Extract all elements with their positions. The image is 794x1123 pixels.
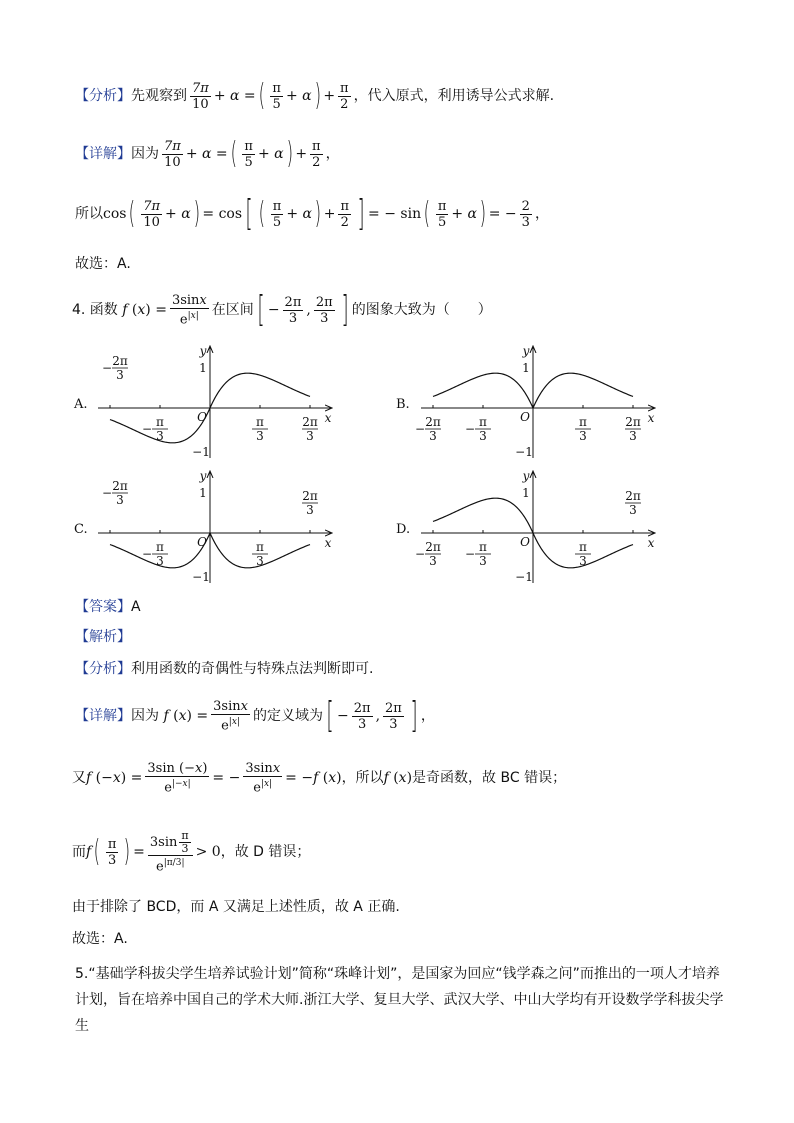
svg-text:−: − (141, 422, 153, 436)
analysis-prefix: 先观察到 (131, 88, 187, 104)
x-axis-label: x (647, 536, 655, 550)
svg-text:3: 3 (479, 429, 487, 443)
detail-tag: 【详解】 (75, 146, 131, 162)
q4-positive-line: 而 f ( $\frac{\pi}{3}$ ) = 3sin $\frac{\pi}{3}$ $e^{|\pi/3|}$ > 0 ，故 D 错误； (72, 828, 311, 875)
y-axis-label: y (522, 344, 530, 358)
svg-text:−: − (414, 422, 426, 436)
tick-label-neg-2pi-3 (102, 479, 128, 507)
q4-answer: 【答案】 A (75, 599, 141, 615)
option-b-label[interactable]: B. (396, 397, 410, 412)
svg-text:π: π (256, 415, 264, 429)
tick-label-neg-2pi-3 (415, 540, 441, 568)
q3-so-line: 所以 cos ( $\frac{7\pi}{10}$ + α ) = cos [ ( $\frac{\pi}{5}$ + α ) + $\frac{\pi}{2}$ ] = − sin ( $\frac{\pi}{5}$ + α ) = − $\frac{2}{3}$ ， (75, 193, 549, 234)
svg-text:−: − (414, 547, 426, 561)
tick-label-2pi-3 (625, 489, 641, 517)
svg-text:π: π (256, 540, 264, 554)
q4-analysis: 【分析】 利用函数的奇偶性与特殊点法判断即可. (75, 661, 374, 677)
tick-label-one: 1 (522, 486, 530, 500)
q3-analysis-line: 【分析】 先观察到 $\frac{7\pi}{10}$ + α = ( $\frac{\pi}{5}$ + α ) + $\frac{\pi}{2}$ ，代入原式，利用诱导公式求解. (75, 78, 555, 113)
graph-a (98, 344, 332, 459)
origin-label: O (197, 535, 207, 549)
tick-label-one: 1 (199, 361, 207, 375)
svg-text:−: − (464, 547, 476, 561)
svg-text:3: 3 (156, 429, 164, 443)
frac-pi-2: $\frac{\pi}{2}$ (340, 80, 349, 112)
tick-label-neg-pi-3 (465, 415, 491, 443)
x-axis-label: x (324, 536, 332, 550)
q3-choice: 故选：A. (75, 256, 131, 272)
tick-label-2pi-3 (302, 415, 318, 443)
svg-text:2π: 2π (112, 354, 128, 368)
tick-label-neg-2pi-3 (102, 354, 128, 382)
svg-text:3: 3 (579, 429, 587, 443)
tick-label-2pi-3 (625, 415, 641, 443)
svg-text:2π: 2π (425, 540, 441, 554)
q5-stem: 5.“基础学科拔尖学生培养试验计划”简称“珠峰计划”，是国家为回应“钱学森之问”而推出的一项人才培养计划，旨在培养中国自己的学术大师.浙江大学、复旦大学、武汉大学、中山大学均有开设数学学科拔尖学生 (75, 966, 724, 1034)
svg-text:3: 3 (306, 429, 314, 443)
svg-text:π: π (579, 415, 587, 429)
tick-label-pi-3 (575, 415, 591, 443)
tick-label-2pi-3 (302, 489, 318, 517)
svg-text:−: − (141, 547, 153, 561)
tick-label-neg-2pi-3 (415, 415, 441, 443)
origin-label: O (197, 410, 207, 424)
svg-text:3: 3 (116, 493, 124, 507)
tick-label-one: 1 (522, 361, 530, 375)
origin-label: O (520, 410, 530, 424)
origin-label: O (520, 535, 530, 549)
x-axis-label: x (647, 411, 655, 425)
y-axis-label: y (522, 469, 530, 483)
y-axis-label: y (199, 344, 207, 358)
graph-b (415, 344, 655, 459)
detail-prefix: 因为 (131, 146, 159, 162)
svg-text:2π: 2π (625, 415, 641, 429)
svg-text:3: 3 (116, 368, 124, 382)
svg-text:3: 3 (156, 554, 164, 568)
svg-text:3: 3 (629, 429, 637, 443)
svg-text:3: 3 (429, 554, 437, 568)
svg-text:π: π (479, 415, 487, 429)
tick-label-one: 1 (199, 486, 207, 500)
svg-text:3: 3 (479, 554, 487, 568)
svg-text:3: 3 (579, 554, 587, 568)
graph-d (415, 469, 655, 584)
svg-text:2π: 2π (112, 479, 128, 493)
svg-text:π: π (156, 415, 164, 429)
svg-text:2π: 2π (302, 415, 318, 429)
q3-detail-line: 【详解】 因为 $\frac{7\pi}{10}$ + α = ( $\frac{\pi}{5}$ + α ) + $\frac{\pi}{2}$ ， (75, 136, 340, 171)
svg-text:−: − (464, 422, 476, 436)
tick-label-neg-one: −1 (515, 445, 533, 459)
svg-text:π: π (579, 540, 587, 554)
svg-text:2π: 2π (425, 415, 441, 429)
x-axis-label: x (324, 411, 332, 425)
svg-text:−: − (101, 361, 113, 375)
graph-c (98, 469, 332, 584)
q4-odd-line: 又 f (−x) = $\frac{3\sin (-x)}{e^{|-x|}}$ = − $\frac{3\sin x}{e^{|x|}}$ = −f (x) ，所以 f (x) 是奇函数，故 BC 错误； (72, 760, 567, 796)
svg-text:2π: 2π (302, 489, 318, 503)
option-d-label[interactable]: D. (396, 522, 411, 537)
frac-pi-5: $\frac{\pi}{5}$ (272, 80, 281, 112)
option-a-label[interactable]: A. (74, 397, 88, 412)
svg-text:3: 3 (629, 503, 637, 517)
analysis-suffix: ，代入原式，利用诱导公式求解. (353, 88, 555, 104)
y-axis-label: y (199, 469, 207, 483)
svg-text:2π: 2π (625, 489, 641, 503)
svg-text:3: 3 (256, 554, 264, 568)
tick-label-neg-one: −1 (515, 570, 533, 584)
svg-text:3: 3 (256, 429, 264, 443)
analysis-tag: 【分析】 (75, 88, 131, 104)
q4-conclusion: 由于排除了 BCD，而 A 又满足上述性质，故 A 正确. (72, 899, 400, 915)
tick-label-neg-pi-3 (465, 540, 491, 568)
q4-detail-domain: 【详解】 因为 f (x) = $\frac{3\sin x}{e^{|x|}}$ 的定义域为 [ − $\frac{2\pi}{3}$ , $\frac{2\pi}{3}$ ] ， (75, 695, 435, 736)
frac-7pi-10: $\frac{7\pi}{10}$ (192, 80, 209, 112)
tick-label-neg-one: −1 (192, 445, 210, 459)
so-prefix: 所以 (75, 206, 103, 222)
svg-text:π: π (156, 540, 164, 554)
option-c-label[interactable]: C. (74, 522, 88, 537)
q4-choice: 故选：A. (72, 931, 128, 947)
svg-text:π: π (479, 540, 487, 554)
q4-jiexi: 【解析】 (75, 629, 131, 645)
tick-label-neg-one: −1 (192, 570, 210, 584)
svg-text:−: − (101, 486, 113, 500)
q4-stem: 4. 函数 f (x) = $\frac{3\sin x}{e^{|x|}}$ 在区间 [ − $\frac{2\pi}{3}$ , $\frac{2\pi}{3}$ ] 的图象大致为（ ） (72, 289, 492, 330)
svg-text:3: 3 (429, 429, 437, 443)
svg-text:3: 3 (306, 503, 314, 517)
tick-label-pi-3 (252, 415, 268, 443)
